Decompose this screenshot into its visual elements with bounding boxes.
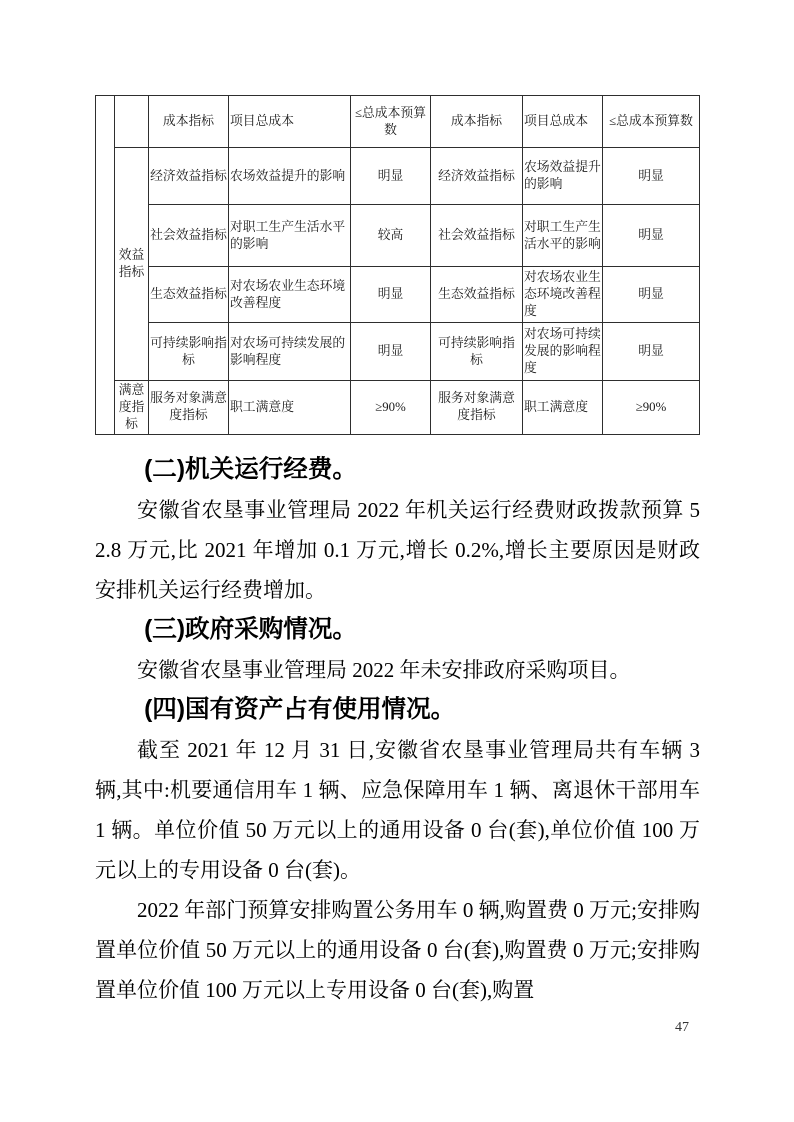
table-cell: 项目总成本 — [523, 96, 603, 148]
table-cell-group-empty — [115, 96, 149, 148]
table-row — [96, 205, 700, 267]
section-heading-government-procurement: (三)政府采购情况。 — [144, 616, 357, 643]
table-cell: 可持续影响指标 — [149, 323, 229, 381]
table-cell: 对职工生产生活水平的影响 — [523, 205, 603, 267]
table-cell: 对农场可持续发展的影响程度 — [523, 323, 603, 381]
table-cell: 明显 — [603, 205, 700, 267]
table-cell: 明显 — [351, 323, 431, 381]
table-cell: 对农场可持续发展的影响程度 — [229, 323, 351, 381]
table-cell-spacer — [96, 96, 115, 435]
table-cell: 明显 — [603, 267, 700, 323]
table-row — [96, 148, 700, 205]
table-cell: 生态效益指标 — [431, 267, 523, 323]
table-cell: 农场效益提升的影响 — [229, 148, 351, 205]
paragraph-assets-budget-purchases: 2022 年部门预算安排购置公务用车 0 辆,购置费 0 万元;安排购置单位价值 50 万元以上的通用设备 0 台(套),购置费 0 万元;安排购置单位价值 100 万元以上专用设备 0 台(套),购置 — [95, 898, 700, 1002]
table-cell: 社会效益指标 — [431, 205, 523, 267]
table-row — [96, 381, 700, 435]
table-row — [96, 96, 700, 148]
table-cell: 项目总成本 — [229, 96, 351, 148]
table-cell: 经济效益指标 — [149, 148, 229, 205]
paragraph-assets-vehicles: 截至 2021 年 12 月 31 日,安徽省农垦事业管理局共有车辆 3 辆,其中:机要通信用车 1 辆、应急保障用车 1 辆、离退休干部用车 1 辆。单位价值 50 万元以上的通用设备 0 台(套),单位价值 100 万元以上的专用设备 0 台(套)。 — [95, 738, 700, 882]
paragraph-procurement: 安徽省农垦事业管理局 2022 年未安排政府采购项目。 — [137, 658, 631, 682]
table-cell: 成本指标 — [149, 96, 229, 148]
table-cell: 对农场农业生态环境改善程度 — [523, 267, 603, 323]
table-cell-group-benefit: 效益指标 — [115, 148, 149, 381]
table-cell: 对职工生产生活水平的影响 — [229, 205, 351, 267]
table-cell: 职工满意度 — [523, 381, 603, 435]
table-cell: ≤总成本预算数 — [603, 96, 700, 148]
table-row — [96, 323, 700, 381]
table-cell: 对农场农业生态环境改善程度 — [229, 267, 351, 323]
performance-indicator-table — [95, 95, 700, 435]
section-heading-state-assets: (四)国有资产占有使用情况。 — [144, 696, 456, 723]
table-cell-group-satisfaction: 满意度指标 — [115, 381, 149, 435]
table-cell: 职工满意度 — [229, 381, 351, 435]
table-cell: ≥90% — [351, 381, 431, 435]
table-row — [96, 267, 700, 323]
table-cell: 明显 — [603, 323, 700, 381]
table-cell: 明显 — [351, 148, 431, 205]
table-cell: 明显 — [603, 148, 700, 205]
table-cell: ≥90% — [603, 381, 700, 435]
table-cell: 成本指标 — [431, 96, 523, 148]
table-cell: 生态效益指标 — [149, 267, 229, 323]
table-cell: 农场效益提升的影响 — [523, 148, 603, 205]
table-cell: 经济效益指标 — [431, 148, 523, 205]
table-cell: 服务对象满意度指标 — [149, 381, 229, 435]
table-cell: ≤总成本预算数 — [351, 96, 431, 148]
table-cell: 服务对象满意度指标 — [431, 381, 523, 435]
page-number: 47 — [675, 1020, 689, 1035]
table-cell: 明显 — [351, 267, 431, 323]
document-body — [95, 450, 700, 1010]
table-cell: 可持续影响指标 — [431, 323, 523, 381]
table-cell: 社会效益指标 — [149, 205, 229, 267]
section-heading-agency-operating-costs: (二)机关运行经费。 — [144, 456, 357, 483]
table-cell: 较高 — [351, 205, 431, 267]
paragraph-operating-costs: 安徽省农垦事业管理局 2022 年机关运行经费财政拨款预算 52.8 万元,比 2021 年增加 0.1 万元,增长 0.2%,增长主要原因是财政安排机关运行经费增加。 — [95, 498, 700, 602]
